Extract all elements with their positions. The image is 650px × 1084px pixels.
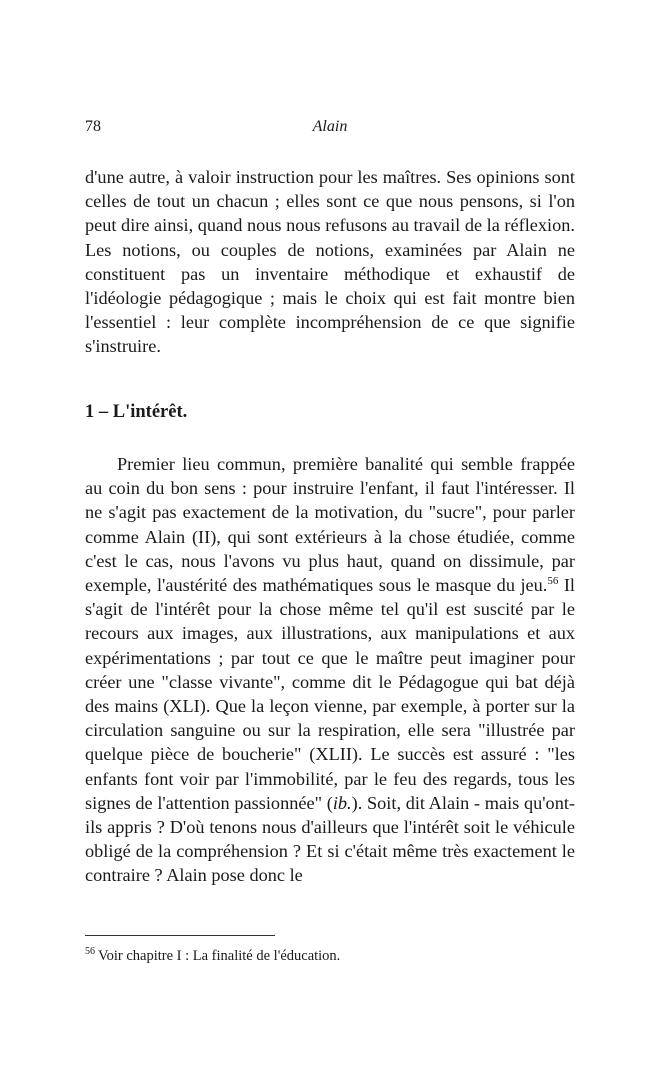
footnote bbox=[85, 946, 575, 966]
ibid-abbreviation: ib. bbox=[332, 792, 352, 813]
page-number: 78 bbox=[85, 118, 101, 135]
section-heading: 1 – L'intérêt. bbox=[85, 402, 188, 422]
paragraph-text-middle: Il s'agit de l'intérêt pour la chose même tel qu'il est suscité par le recours aux images, aux illustrations, aux manipulations et aux expérimentations ; par tout ce que le maître peut imaginer pour créer une "classe vivante", comme dit le Pédagogue qui bat déjà des mains (XLI). Que la leçon vienne, par exemple, à porter sur la circulation sanguine ou sur la respiration, elle sera "illustrée par quelque pièce de boucherie" (XLII). Le succès est assuré : "les enfants font voir par l'immobilité, par le feu des regards, tous les signes de l'attention passionnée" ( bbox=[85, 575, 575, 813]
footnote-reference[interactable]: 56 bbox=[547, 574, 559, 587]
paragraph-interest bbox=[85, 452, 575, 888]
footnote-number: 56 bbox=[85, 946, 95, 958]
paragraph-text-start: Premier lieu commun, première banalité qui semble frappée au coin du bon sens : pour instruire l'enfant, il faut l'intéresser. Il ne s'agit pas exactement de la motivation, du "sucre", pour parler comme Alain (II), qui sont extérieurs à la chose étudiée, comme c'est le cas, nous l'avons vu plus haut, quand on dissimule, par exemple, l'austérité des mathématiques sous le masque du jeu. bbox=[85, 454, 575, 596]
running-head bbox=[85, 118, 575, 140]
footnote-divider bbox=[85, 935, 275, 936]
footnote-text: Voir chapitre I : La finalité de l'éducation. bbox=[98, 948, 341, 964]
paragraph-text-end: ). Soit, dit Alain - mais qu'ont-ils appris ? D'où tenons nous d'ailleurs que l'intérêt soit le véhicule obligé de la compréhension ? Et si c'était même très exactement le contraire ? Alain pose donc le bbox=[85, 792, 575, 886]
paragraph-intro: d'une autre, à valoir instruction pour les maîtres. Ses opinions sont celles de tout un chacun ; elles sont ce que nous pensons, si l'on peut dire ainsi, quand nous nous refusons au travail de la réflexion. Les notions, ou couples de notions, examinées par Alain ne constituent pas un inventaire méthodique et exhaustif de l'idéologie pédagogique ; mais le choix qui est fait montre bien l'essentiel : leur complète incompréhension de ce que signifie s'instruire. bbox=[85, 167, 575, 357]
running-title: Alain bbox=[312, 118, 348, 135]
